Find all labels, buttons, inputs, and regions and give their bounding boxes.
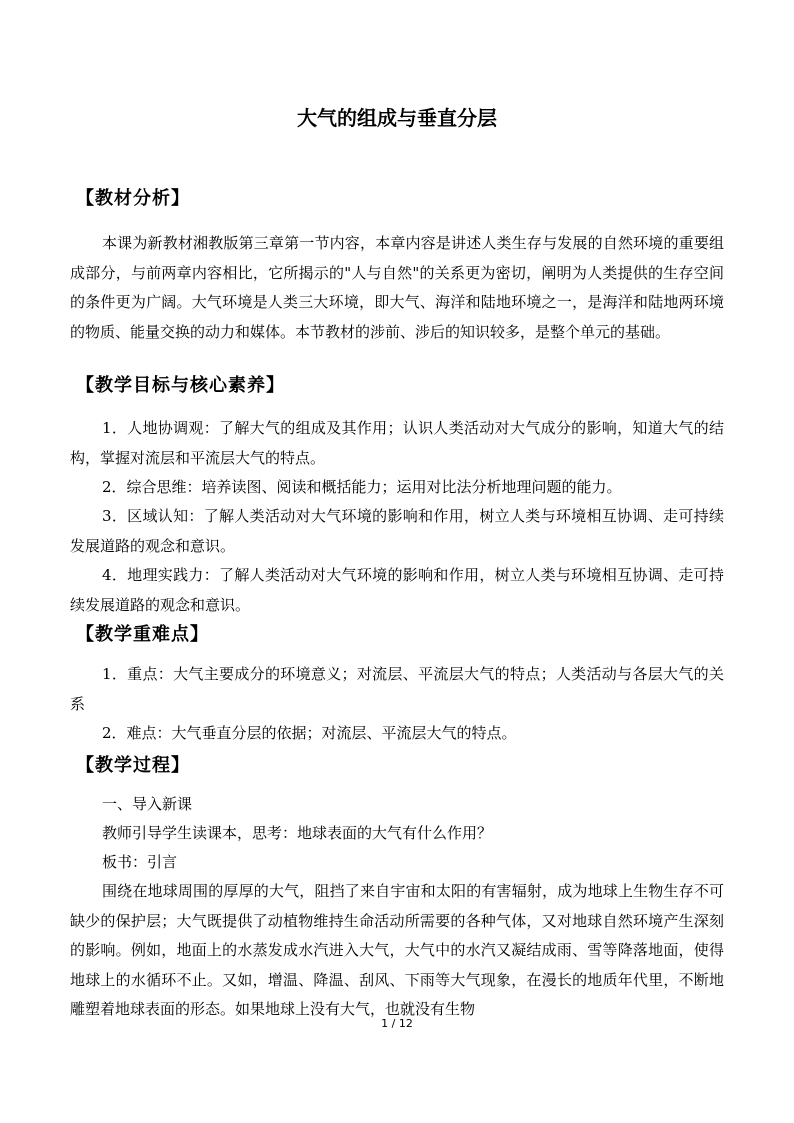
paragraph-objective-1: 1．人地协调观：了解大气的组成及其作用；认识人类活动对大气成分的影响，知道大气的结构，掌握对流层和平流层大气的特点。 [70,419,724,467]
section-heading-teaching-objectives: 【教学目标与核心素养】 [76,375,285,396]
section-heading-teaching-process: 【教学过程】 [76,755,190,776]
paragraph-atmosphere-role: 围绕在地球周围的厚厚的大气，阻挡了来自宇宙和太阳的有害辐射，成为地球上生物生存不可缺少的保护层；大气既提供了动植物维持生命活动所需要的各种气体，又对地球自然环境产生深刻的影响。例如，地面上的水蒸发成水汽进入大气，大气中的水汽又凝结成雨、雪等降落地面，使得地球上的水循环不止。又如，增温、降温、刮风、下雨等大气现象，在漫长的地质年代里，不断地雕塑着地球表面的形态。如果地球上没有大气，也就没有生物 [70,882,724,1018]
section-heading-key-difficult-points: 【教学重难点】 [76,624,209,645]
paragraph-textbook-analysis: 本课为新教材湘教版第三章第一节内容，本章内容是讲述人类生存与发展的自然环境的重要组成部分，与前两章内容相比，它所揭示的"人与自然"的关系更为密切，阐明为人类提供的生存空间的条件更为广阔。大气环境是人类三大环境，即大气、海洋和陆地环境之一，是海洋和陆地两环境的物质、能量交换的动力和媒体。本节教材的涉前、涉后的知识较多，是整个单元的基础。 [70,234,724,341]
document-title: 大气的组成与垂直分层 [297,106,497,130]
paragraph-objective-4: 4．地理实践力：了解人类活动对大气环境的影响和作用，树立人类与环境相互协调、走可持续发展道路的观念和意识。 [70,566,724,614]
paragraph-objective-3: 3．区域认知：了解人类活动对大气环境的影响和作用，树立人类与环境相互协调、走可持续发展道路的观念和意识。 [70,507,724,555]
paragraph-key-points: 1．重点：大气主要成分的环境意义；对流层、平流层大气的特点；人类活动与各层大气的关系 [70,665,724,713]
paragraph-board-note: 板书：引言 [102,853,178,871]
paragraph-teacher-guide: 教师引导学生读课本，思考：地球表面的大气有什么作用？ [102,824,493,842]
paragraph-objective-2: 2．综合思维：培养读图、阅读和概括能力；运用对比法分析地理问题的能力。 [102,478,622,496]
section-heading-textbook-analysis: 【教材分析】 [76,188,190,209]
page-number: 1 / 12 [381,1017,413,1030]
paragraph-difficult-points: 2．难点：大气垂直分层的依据；对流层、平流层大气的特点。 [102,724,517,742]
paragraph-intro-heading: 一、导入新课 [102,795,193,813]
